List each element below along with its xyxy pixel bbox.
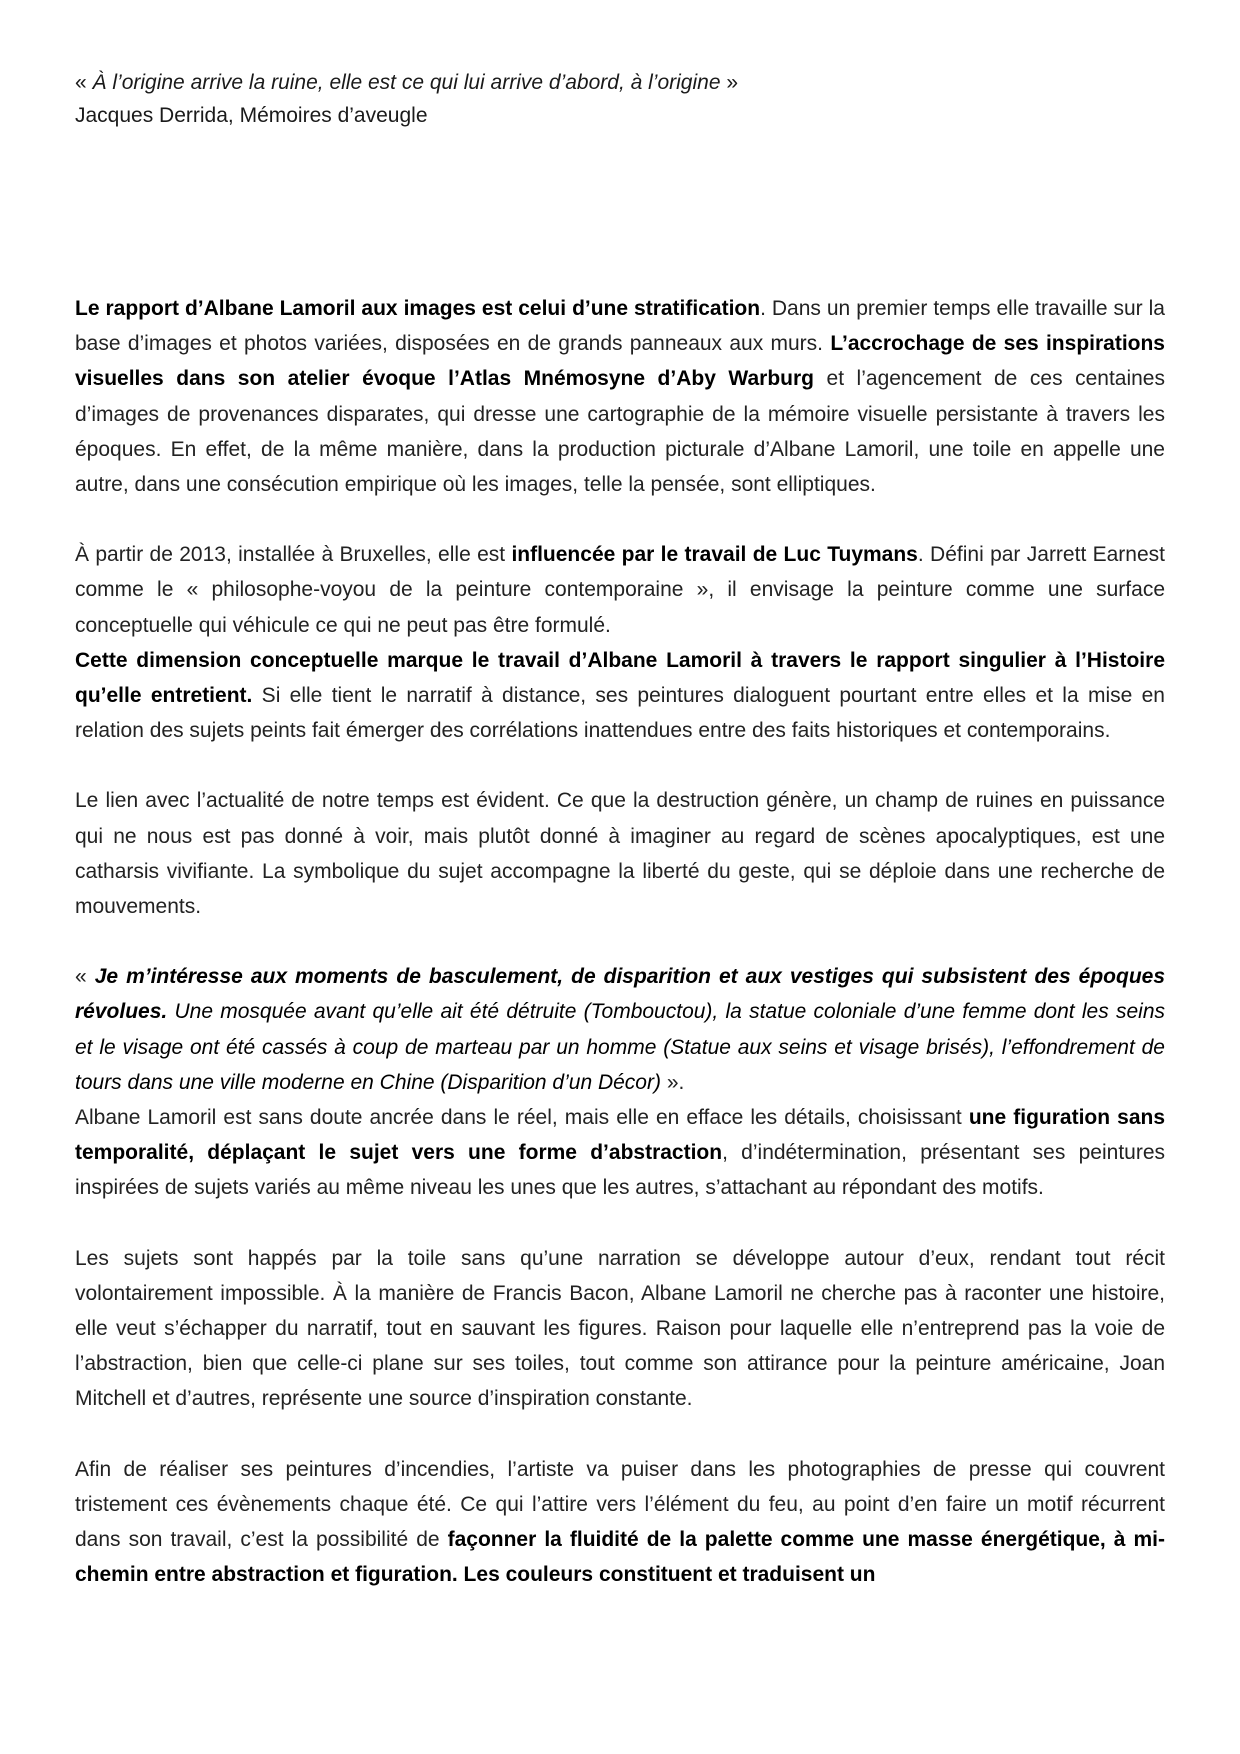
- paragraph-1-bold-2: L’accrochage de ses inspirations visuelles dans son atelier évoque l’Atlas Mnémosyne d’Aby Warburg: [75, 332, 1165, 391]
- paragraph-5-italic-wrap: [75, 965, 1165, 1094]
- paragraph-3: [75, 643, 1165, 749]
- paragraph-7: Les sujets sont happés par la toile sans qu’une narration se développe autour d’eux, rendant tout récit volontairement impossible. À la manière de Francis Bacon, Albane Lamoril ne cherche pas à raconter une histoire, elle veut s’échapper du narratif, tout en sauvant les figures. Raison pour laquelle elle n’entreprend pas la voie de l’abstraction, bien que celle-ci plane sur ses toiles, tout comme son attirance pour la peinture américaine, Joan Mitchell et d’autres, représente une source d’inspiration constante.: [75, 1246, 1165, 1411]
- epigraph-source: Jacques Derrida, Mémoires d’aveugle: [75, 104, 428, 127]
- paragraph-2-text-1: À partir de 2013, installée à Bruxelles, elle est: [75, 543, 512, 567]
- paragraph-spacer: [75, 1417, 1165, 1452]
- paragraph-5-quote: [75, 959, 1165, 1100]
- epigraph-close-quote: »: [720, 71, 739, 94]
- article-body: [75, 291, 1165, 1593]
- paragraph-6-bold-1: une figuration sans temporalité, déplaçant le sujet vers une forme d’abstraction: [75, 1106, 1165, 1165]
- paragraph-1-text-2: et l’agencement de ces centaines d’images de provenances disparates, qui dresse une cartographie de la mémoire visuelle persistante à travers les époques. En effet, de la même manière, dans la production picturale d’Albane Lamoril, une toile en appelle une autre, dans une consécution empirique où les images, telle la pensée, sont elliptiques.: [75, 367, 1165, 497]
- paragraph-spacer: [75, 924, 1165, 959]
- paragraph-2: [75, 537, 1165, 643]
- paragraph-5-open-quote: «: [75, 965, 95, 989]
- epigraph-open-quote: «: [75, 71, 93, 94]
- epigraph-block: [75, 66, 1165, 132]
- paragraph-8-text-1: Afin de réaliser ses peintures d’incendies, l’artiste va puiser dans les photographies de presse qui couvrent tristement ces évènements chaque été. Ce qui l’attire vers l’élément du feu, au point d’en faire un motif récurrent dans son travail, c’est la possibilité de: [75, 1457, 1165, 1552]
- paragraph-spacer: [75, 748, 1165, 783]
- paragraph-5-bold-italic: Je m’intéresse aux moments de basculement, de disparition et aux vestiges qui subsistent des époques révolues.: [75, 965, 1166, 1024]
- paragraph-5-close-quote: ».: [660, 1070, 685, 1094]
- paragraph-3-bold-1: Cette dimension conceptuelle marque le travail d’Albane Lamoril à travers le rapport singulier à l’Histoire qu’elle entretient.: [75, 648, 1165, 708]
- paragraph-8-bold-1: façonner la fluidité de la palette comme une masse énergétique, à mi-chemin entre abstraction et figuration. Les couleurs constituent et traduisent un: [75, 1528, 1165, 1587]
- paragraph-spacer: [75, 502, 1165, 537]
- paragraph-1: [75, 291, 1165, 502]
- paragraph-spacer: [75, 1206, 1165, 1241]
- paragraph-8: [75, 1452, 1165, 1593]
- paragraph-2-bold-1: influencée par le travail de Luc Tuymans: [511, 543, 918, 567]
- paragraph-3-text-1: Si elle tient le narratif à distance, ses peintures dialoguent pourtant entre elles et la mise en relation des sujets peints fait émerger des corrélations inattendues entre des faits historiques et contemporains.: [75, 684, 1165, 743]
- paragraph-5-italic: Une mosquée avant qu’elle ait été détruite (Tombouctou), la statue coloniale d’une femme dont les seins et le visage ont été cassés à coup de marteau par un homme (Statue aux seins et visage brisés), l’effondrement de tours dans une ville moderne en Chine (Disparition d’un Décor): [75, 1000, 1165, 1094]
- paragraph-2-text-2: . Défini par Jarrett Earnest comme le « philosophe-voyou de la peinture contemporaine », il envisage la peinture comme une surface conceptuelle qui véhicule ce qui ne peut pas être formulé.: [75, 543, 1165, 637]
- paragraph-1-text-1: . Dans un premier temps elle travaille sur la base d’images et photos variées, disposées en de grands panneaux aux murs.: [75, 297, 1165, 356]
- paragraph-6-text-1: Albane Lamoril est sans doute ancrée dans le réel, mais elle en efface les détails, choisissant: [75, 1106, 969, 1130]
- paragraph-6-text-2: , d’indétermination, présentant ses peintures inspirées de sujets variés au même niveau les unes que les autres, s’attachant au répondant des motifs.: [75, 1141, 1166, 1200]
- paragraph-6: [75, 1100, 1165, 1206]
- paragraph-1-bold-1: Le rapport d’Albane Lamoril aux images est celui d’une stratification: [75, 297, 761, 320]
- paragraph-4: Le lien avec l’actualité de notre temps est évident. Ce que la destruction génère, un champ de ruines en puissance qui ne nous est pas donné à voir, mais plutôt donné à imaginer au regard de scènes apocalyptiques, est une catharsis vivifiante. La symbolique du sujet accompagne la liberté du geste, qui se déploie dans une recherche de mouvements.: [75, 789, 1165, 919]
- epigraph-quote-line: [75, 66, 1165, 99]
- epigraph-quote: À l’origine arrive la ruine, elle est ce qui lui arrive d’abord, à l’origine: [92, 71, 721, 94]
